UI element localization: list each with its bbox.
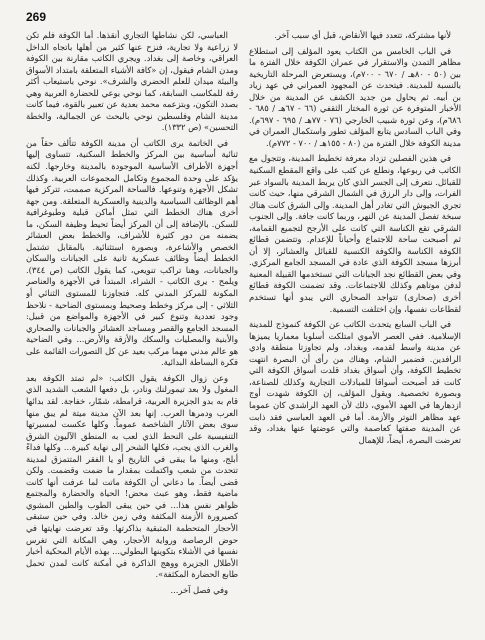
text-columns <box>26 30 461 622</box>
paragraph: في الخاتمة يرى الكاتب أن مدينة الكوفة تتألف حقاً من ثنائية أساسية بين المركز والخطط السكنية، تتساوى إليها أجهزة الأطراف الأساسية الموجودة بالمدينة وخارجها. لكنه يؤكد على وحدة المجموع وتكامل المجموعات العربية. وكذلك تشكل الأجهزة وتنوعها. فالساحة المركزية صممت، تتركز فيها أهم الوظائف السياسية والدينية والعسكرية المتعلقة. ومن جهة أخرى هناك الخطط التي تمثل أماكن قبلية وطبوغرافية للسكن. بالإضافة إلى أن المركز أيضاً تحيط وظيفة السكن، ما يضمنه من دور كثيرة للأشراف، والخطط بعض العشائر الخصص والأشاعرة، وبصورة استثنائية. بالمقابل تشتمل الخطط أيضاً وظائف عسكرية ثانية على الجبانات والسكان والجبانات، وهنا تراكب تنويعي، كما يقول الكاتب (ص ٣٤٤). ويلمح - يرى الكاتب - الشراء، المبتدأ في الأجهزة والعناصر المكونة للمركز المدني كله. فتجاوزنا للمستوى الثنائي أو الثلاثي - إلى مركز وخطط وصحيط وبمستوى الضاحية - نلاحظ وجود تعددية وتنوع كبير في الأجهزة والمواضع من قبيل: المسجد الجامع والقصر ومساجد العشائر والجبانات والصحاري والأبنية والمصليات والسكك والأزقة والأرض... وفي الضاحية هو عالم مدني مهما مركب بعيد عن كل التصورات القائمة على فكرة البساطة البدائية. <box>26 137 238 368</box>
paragraph: لأنها مشتركة، تتعدد فيها الأنقاض، قبل أي سبب آخر. <box>274 30 451 40</box>
paragraph: في الباب الخامس من الكتاب يعود المؤلف إلى استطلاع مظاهر التمدن والاستقرار في عمران الكوفة خلال الفترة ما بين (٥٠ - ٨٠هـ / ٦٧٠ - ٧٠٠م)، ويستعرض المرحلة التاريخية بالنسبة للمدينة. فيتحدث عن المجهود العمراني في عهد زياد بن أبيه. ثم يحاول من جديد الكشف عن المدينة من خلال الأخبار المتوفرة عن ثورة المختار الثقفي (٦٦ - ٦٧هـ / ٦٨٥ - ٦٨٦م)، وعن ثورة شبيب الخارجي (٧٦ - ٧٧هـ / ٦٩٥ - ٦٩٧م). وفي الباب السادس يتابع المؤلف تطور واستكمال العمران في مدينة الكوفة خلال الفترة من (٨٠ - ١٥٥هـ / ٧٠٠ - ٧٧٢م). <box>249 45 461 148</box>
paragraph: في الباب السابع يتحدث الكاتب عن الكوفة كنموذج للمدينة الإسلامية. ففي العصر الأموي امتلكت أسلوبا معماريا يميزها عن مدينة واسط لقدمه، وبغداد، ولم تجاوزتا منطقة وادي الرافدين. فضمير الشام، وهناك من رأى أن البصرة انتهت تخطيط الكوفة، وأن أسواق بغداد قلدت أسواق الكوفة التي كانت قد أصبحت أسواقا للمبادلات التجارية وكذلك للصناعة، وبصورة تخصصية. ويقول المؤلف، إن الكوفة شهدت أوج ازدهارها في العهد الأموي، ذلك لأن العهد الراشدي كان عموما عهد مظاهر التوتر والأزمة. أما في العهد العباسي فقد ذابت عن المدينة صفتها كعاصمة والتي عوضتها عنها بغداد، وقد تعرضت البصرة، أيضاً، للإهمال <box>249 319 461 445</box>
left-column <box>26 30 238 622</box>
paragraph: في هذين الفصلين تزداد معرفة تخطيط المدينة، وتتجول مع الكاتب في ربوعها، ونطلع عن كثب على واقع المقطع السكنية للقبائل. نتعرف إلى الجسر الذي كان يربط المدينة بالسواد عبر الفرات، وإلى دار الرزق في الشمال الشرقي منها، حيث كانت تجري الجيوش التي تغادر أهل المدينة. وإلى الشرق كانت هناك سبخة تفصل المدينة عن النهر، وربما كانت جافة. وإلى الجنوب الشرقي تقع الكناسة التي كانت على الأرجح لتجميع القمامة، ثم أصبحت ساحة للاجتماع وأحياناً للإعدام. وتتضمن قطائع الكوفة الكناسة والكوفة الكنسية للقبائل والعشائر، إلا أن أبرزها مسجد الكوفة الذي عادة في المسجد الجامع المركزي. وفي بعض القطائع نجد الجبانات التي تستخدمها القبيلة المعنية لدفن موتاهم وكذلك للاجتماعات. وقد تضمنت الكوفة قطائع أخرى (صحارى) تتواجد الصحاري التي يبدو أنها تستخدم لقطاعات نفسها، وإن اختلفت التسمية. <box>249 153 461 314</box>
right-column <box>249 30 461 622</box>
paragraph: العباسي، لكن نشاطها التجاري أنقذها. أما الكوفة فلم تكن لا زراعية ولا تجارية، فنزح عنها كثير من أهلها باتجاه الداخل العراقي، وخاصة إلى بغداد. ويجري الكاتب مقارنة بين الكوفة ومدن الشام فيقول، إن «كافة الأشياء المتعلقة بامتداد الأسواق والبيئة ميدان للعلم الحضري والشرف». نوحي باستيعاب أكثر رقة للمكاسب السابقة، كما نوحي بوعي للحضارة العربية وهي بصدد التكون، وبتزعمه محمد بعدية عن تعبير بالقوة، فيما كانت مدينة الشام وفلسطين نوحي بالبحث عن الجمالية، والخطة التحسين» (ص ١٣٣٢). <box>26 30 238 133</box>
paragraph: وفي فصل آخر... <box>170 584 228 595</box>
paragraph: وعن زوال الكوفة يقول الكاتب: «لم تمتد الكوفة بعد المغول ولا بعد تيمورلنك ونادر، بل دفعها الشعب الشديد الذي قام به بدو الجزيرة العربية، قرامطة، شمّار، خفاجة. لقد بدائها العرب ودمرها العرب. إنها بعد الآن مدينة ميتة لم يبق منها سوى بعض الآثار الشاخصة عموماً. وكلها عكست لمسيرتها التنفيسية على النحط الذي لعب به المنطق الآليون الشرق والغرب الذي يجب، فكلها الشحر إلى نهاية كبيرة... وكلها فداءً أبلج، ومنها ما يبقى في التاريخ أو يا الفقر المتتمزق لمدينة تتحدث من شعب واكتملت بمقدار ما ضمت وقضمت. ولكن قضى أيضاً. ما دعاني أن الكوفة ماتت لما عرفت أنها كانت ماضية فقط، وهو عبث محض! الحياة والحضارة والمجتمع ظواهر نفس هذا... في حين يبقى الطوب والطين المشوي كصيرورة الأزمنة المكثفة وفي زمن خالد. وفي حين ستبقى الأحجار المتحطمة المتبقية بذاكرتها. وقد تعرضت نهايتها في حوض الرصاصة ورواية الأحجار، وهي المكانة التي تغرس نفسها في الأشلاء بتكوينها البطولي... بهذه الأيام المحكية أخبار الأطلال الجزيرة ووهج الذاكرة في أمكنة كانت لمدن تحمل طابع الحضارة المكثفة». <box>26 372 238 580</box>
page-number: 269 <box>26 10 47 24</box>
